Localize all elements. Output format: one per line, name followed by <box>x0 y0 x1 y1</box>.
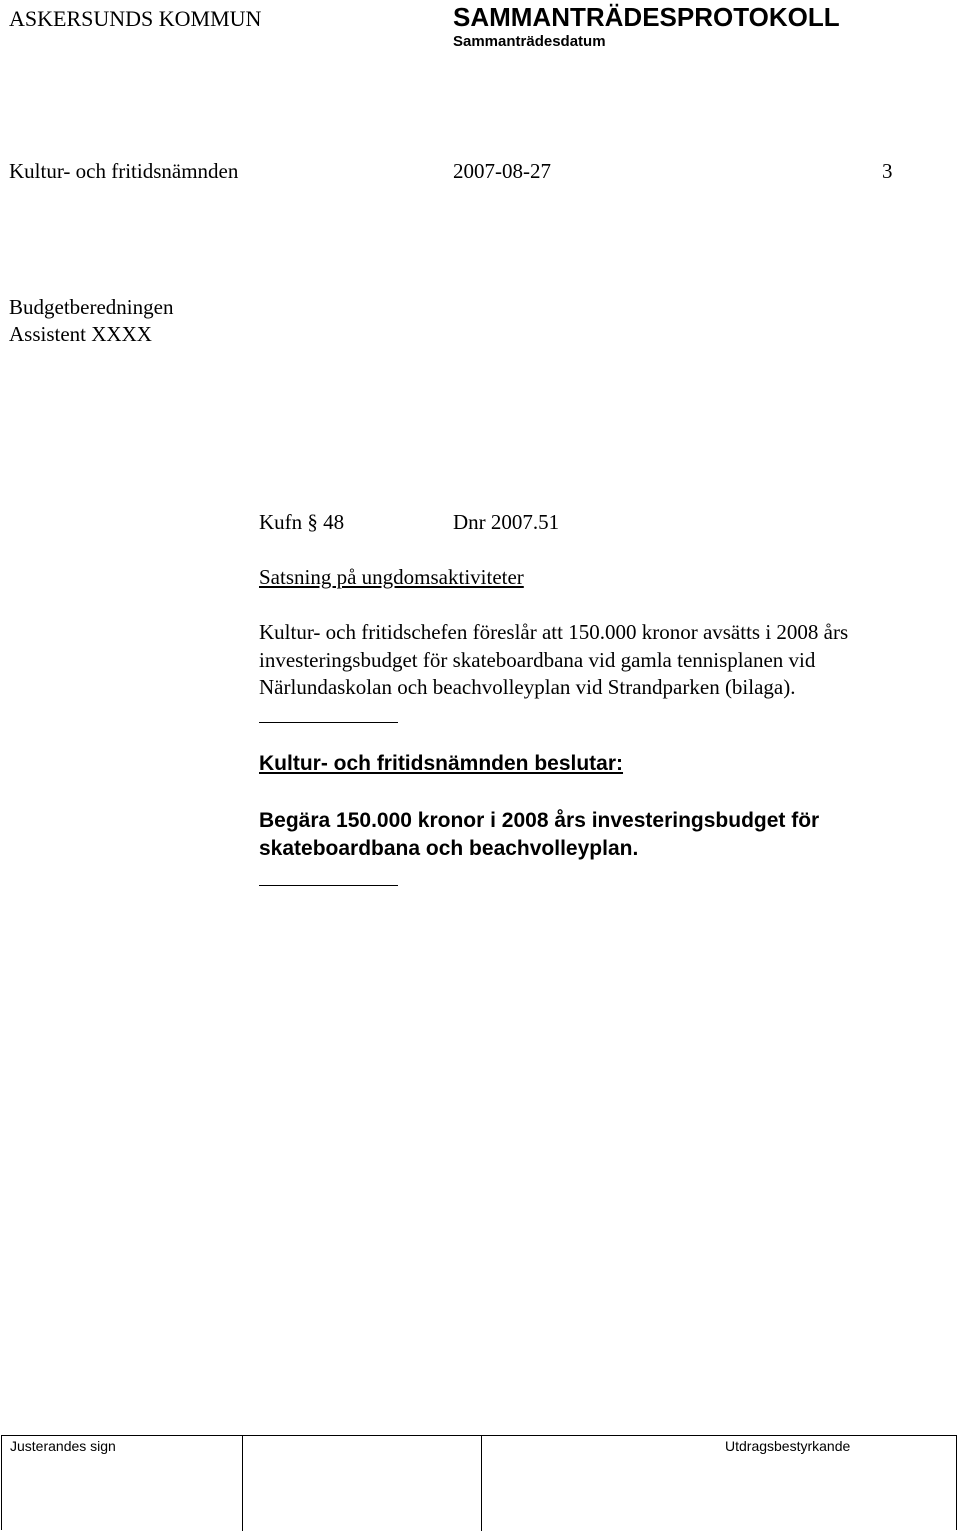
utdragsbestyrkande-label: Utdragsbestyrkande <box>725 1438 851 1454</box>
proposal-line: investeringsbudget för skateboardbana vid gamla tennisplanen vid <box>259 647 816 672</box>
proposal-text <box>259 619 939 702</box>
proposal-line: Kultur- och fritidschefen föreslår att 150.000 kronor avsätts i 2008 års <box>259 620 849 644</box>
meeting-date-label: Sammanträdesdatum <box>453 33 606 50</box>
document-type-title: SAMMANTRÄDESPROTOKOLL <box>453 2 840 32</box>
decision-line: skateboardbana och beachvolleyplan. <box>259 836 639 860</box>
case-subject: Satsning på ungdomsaktiviteter <box>259 565 524 589</box>
diary-number: Dnr 2007.51 <box>453 510 560 534</box>
distribution-item: Budgetberedningen <box>9 295 174 319</box>
meeting-date: 2007-08-27 <box>453 159 551 183</box>
divider <box>259 885 398 886</box>
signature-footer <box>1 1435 957 1530</box>
organization-name: ASKERSUNDS KOMMUN <box>9 6 262 31</box>
page-number: 3 <box>882 159 893 183</box>
committee-name: Kultur- och fritidsnämnden <box>9 159 239 183</box>
decision-heading: Kultur- och fritidsnämnden beslutar: <box>259 752 624 775</box>
decision-line: Begära 150.000 kronor i 2008 års investeringsbudget för <box>259 809 820 832</box>
decision-text <box>259 807 819 862</box>
divider <box>259 722 398 723</box>
distribution-item: Assistent XXXX <box>9 322 152 346</box>
paragraph-number: Kufn § 48 <box>259 510 345 534</box>
justerandes-sign-label: Justerandes sign <box>10 1438 116 1454</box>
distribution-list <box>9 294 173 348</box>
proposal-line: Närlundaskolan och beachvolleyplan vid Strandparken (bilaga). <box>259 675 796 699</box>
signature-cell-2 <box>242 1436 482 1531</box>
